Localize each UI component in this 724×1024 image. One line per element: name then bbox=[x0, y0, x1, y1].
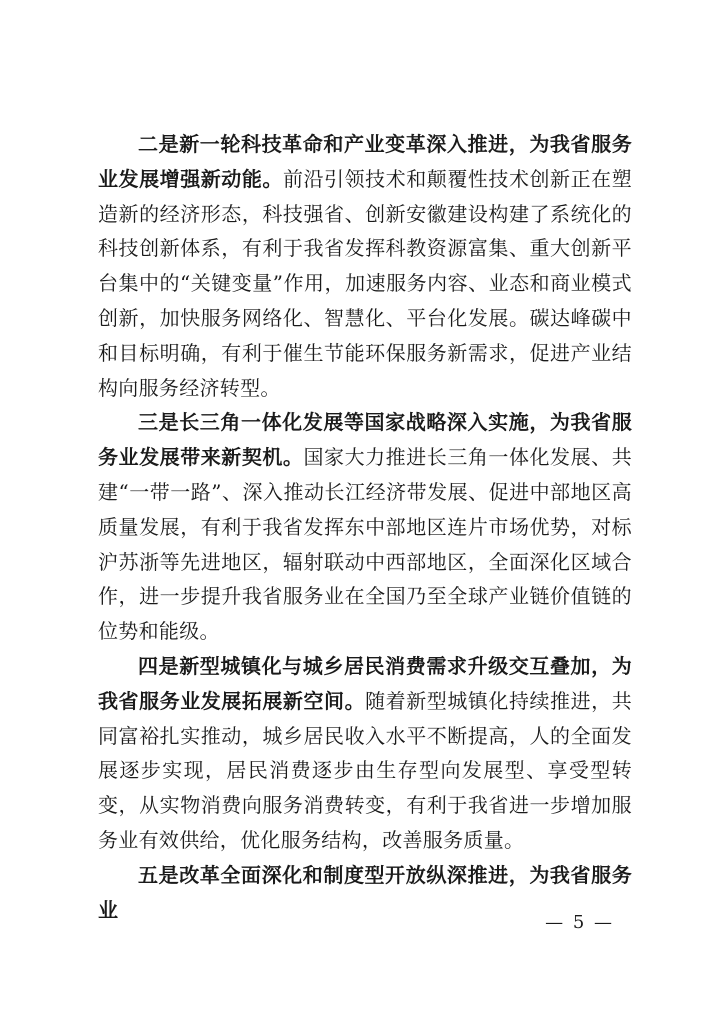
paragraph-lead: 三是长三角一体化发展等国家战略深入实施，为我省服务业发展带来新契机。 bbox=[98, 410, 632, 470]
paragraph-text: 前沿引领技术和颠覆性技术创新正在塑造新的经济形态，科技强省、创新安徽建设构建了系统化的科技创新体系，有利于我省发挥科教资源富集、重大创新平台集中的“关键变量”作用，加速服务内容、业态和商业模式创新，加快服务网络化、智慧化、平台化发展。碳达峰碳中和目标明确，有利于催生节能环保服务新需求，促进产业结构向服务经济转型。 bbox=[98, 166, 632, 400]
paragraph-lead: 四是新型城镇化与城乡居民消费需求升级交互叠加，为我省服务业发展拓展新空间。 bbox=[98, 653, 632, 713]
paragraph-lead: 五是改革全面深化和制度型开放纵深推进，为我省服务业 bbox=[98, 862, 632, 922]
paragraph-4 bbox=[98, 649, 632, 858]
paragraph-lead: 二是新一轮科技革命和产业变革深入推进，为我省服务业发展增强新动能。 bbox=[98, 132, 632, 191]
paragraph-text: 国家大力推进长三角一体化发展、共建“一带一路”、深入推动长江经济带发展、促进中部地区高质量发展，有利于我省发挥东中部地区连片市场优势，对标沪苏浙等先进地区，辐射联动中西部地区，全面深化区域合作，进一步提升我省服务业在全国乃至全球产业链价值链的位势和能级。 bbox=[98, 445, 632, 644]
document-body bbox=[98, 127, 632, 927]
paragraph-2 bbox=[98, 127, 632, 405]
paragraph-3 bbox=[98, 405, 632, 649]
page-number: — 5 — bbox=[545, 912, 614, 933]
paragraph-text: 随着新型城镇化持续推进，共同富裕扎实推动，城乡居民收入水平不断提高，人的全面发展逐步实现，居民消费逐步由生存型向发展型、享受型转变，从实物消费向服务消费转变，有利于我省进一步增加服务业有效供给，优化服务结构，改善服务质量。 bbox=[98, 688, 632, 852]
